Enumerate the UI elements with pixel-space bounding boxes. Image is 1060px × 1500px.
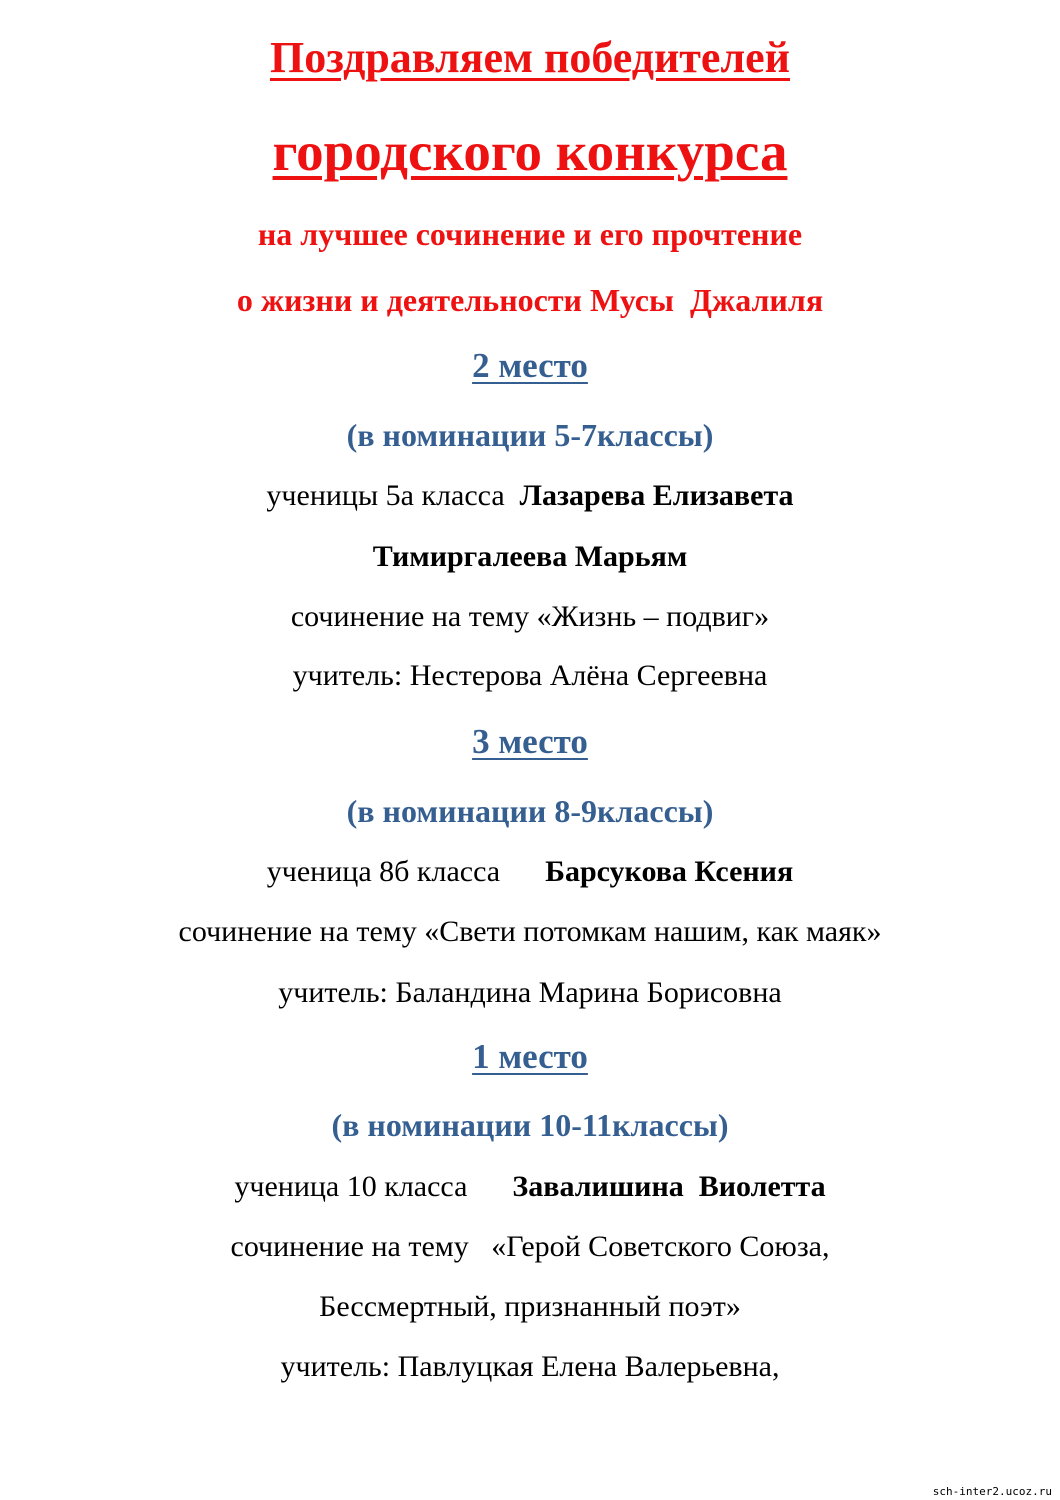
student-line [0,857,1060,887]
teacher-line: учитель: Нестерова Алёна Сергеевна [292,659,768,692]
teacher-line: учитель: Баландина Марина Борисовна [278,976,782,1009]
site-watermark: sch-inter2.ucoz.ru [932,1485,1052,1498]
student-line [0,481,1060,511]
essay-topic: сочинение на тему «Герой Советского Союза, [230,1230,830,1263]
student-prefix: ученицы 5а класса [266,479,520,512]
essay-topic-continued: Бессмертный, признанный поэт» [319,1290,741,1323]
essay-topic: сочинение на тему «Жизнь – подвиг» [290,600,770,633]
place-heading-third: 3 место [472,722,588,761]
essay-topic: сочинение на тему «Свети потомкам нашим, как маяк» [178,915,882,948]
headline-congratulate: Поздравляем победителей [269,33,791,82]
student-name: Лазарева Елизавета [519,479,794,512]
subtitle-essay: на лучшее сочинение и его прочтение [257,216,803,252]
student-name-2: Тимиргалеева Марьям [372,540,688,573]
headline-contest: городского конкурса [272,121,788,182]
student-prefix: ученица 10 класса [234,1170,513,1203]
teacher-line: учитель: Павлуцкая Елена Валерьевна, [280,1350,780,1383]
place-heading-second: 2 место [472,346,588,385]
student-prefix: ученица 8б класса [266,855,546,888]
student-line [0,1172,1060,1202]
subtitle-jalil: о жизни и деятельности Мусы Джалиля [236,282,824,318]
place-heading-first: 1 место [472,1037,588,1076]
student-name: Барсукова Ксения [545,855,794,888]
nomination-10-11: (в номинации 10-11классы) [331,1107,729,1143]
nomination-8-9: (в номинации 8-9классы) [346,793,714,829]
nomination-5-7: (в номинации 5-7классы) [346,417,714,453]
student-name: Завалишина Виолетта [512,1170,826,1203]
